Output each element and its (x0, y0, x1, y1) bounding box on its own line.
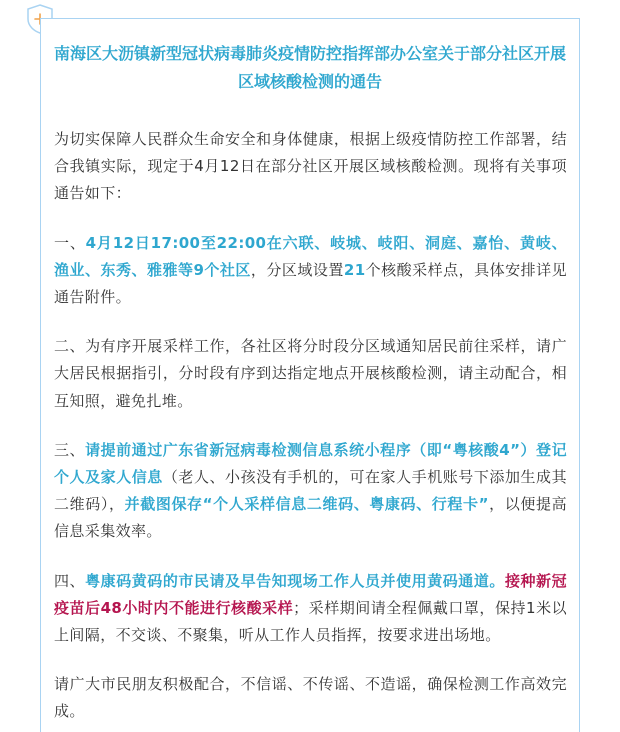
item-2-paragraph: 二、为有序开展采样工作，各社区将分时段分区域通知居民前往采样，请广大居民根据指引，分时段有序到达指定地点开展核酸检测，请主动配合，相互知照，避免扎堆。 (54, 337, 567, 410)
item-3-paragraph (54, 437, 567, 546)
item-3-text-b: ，以便提高信息采集效率。 (54, 495, 567, 541)
item-1-prefix: 一、 (54, 233, 86, 252)
item-4-yellow-code-highlight: 粤康码黄码的市民请及早告知现场工作人员并使用黄码通道。 (85, 571, 505, 590)
item-4-text: ；采样期间请全程佩戴口罩，保持1米以上间隔，不交谈、不聚集，听从工作人员指挥，按要求进出场地。 (54, 598, 567, 645)
item-1-schedule-highlight: 4月12日17:00至22:00在六联、岐城、岐阳、洞庭、嘉怡、黄岐、渔业、东秀、雅雅等9个社区 (54, 233, 567, 279)
item-3-register-highlight: 请提前通过广东省新冠病毒检测信息系统小程序（即“粤核酸4”）登记个人及家人信息 (54, 440, 567, 487)
item-1-text-b: 个核酸采样点，具体安排详见通告附件。 (54, 260, 568, 307)
item-1-site-count: 21 (343, 260, 366, 279)
closing-paragraph: 请广大市民朋友积极配合，不信谣、不传谣、不造谣，确保检测工作高效完成。 (54, 675, 567, 721)
item-3-screenshot-highlight: 并截图保存“个人采样信息二维码、粤康码、行程卡” (124, 495, 489, 514)
item-4-prefix: 四、 (54, 571, 86, 590)
item-4-vaccine-warning: 接种新冠疫苗后48小时内不能进行核酸采样 (54, 571, 567, 617)
intro-paragraph: 为切实保障人民群众生命安全和身体健康，根据上级疫情防控工作部署，结合我镇实际，现定于4月12日在部分社区开展区域核酸检测。现将有关事项通告如下： (54, 130, 567, 203)
item-1-text-a: ，分区域设置 (250, 260, 344, 279)
notice-title: 南海区大沥镇新型冠状病毒肺炎疫情防控指挥部办公室关于部分社区开展区域核酸检测的通告 (53, 44, 566, 91)
item-3-text-a: （老人、小孩没有手机的，可在家人手机账号下添加生成其二维码）， (54, 468, 567, 514)
item-3-prefix: 三、 (54, 440, 86, 459)
notice-body (54, 126, 567, 732)
item-1-paragraph (54, 230, 567, 312)
item-4-paragraph (54, 568, 567, 650)
